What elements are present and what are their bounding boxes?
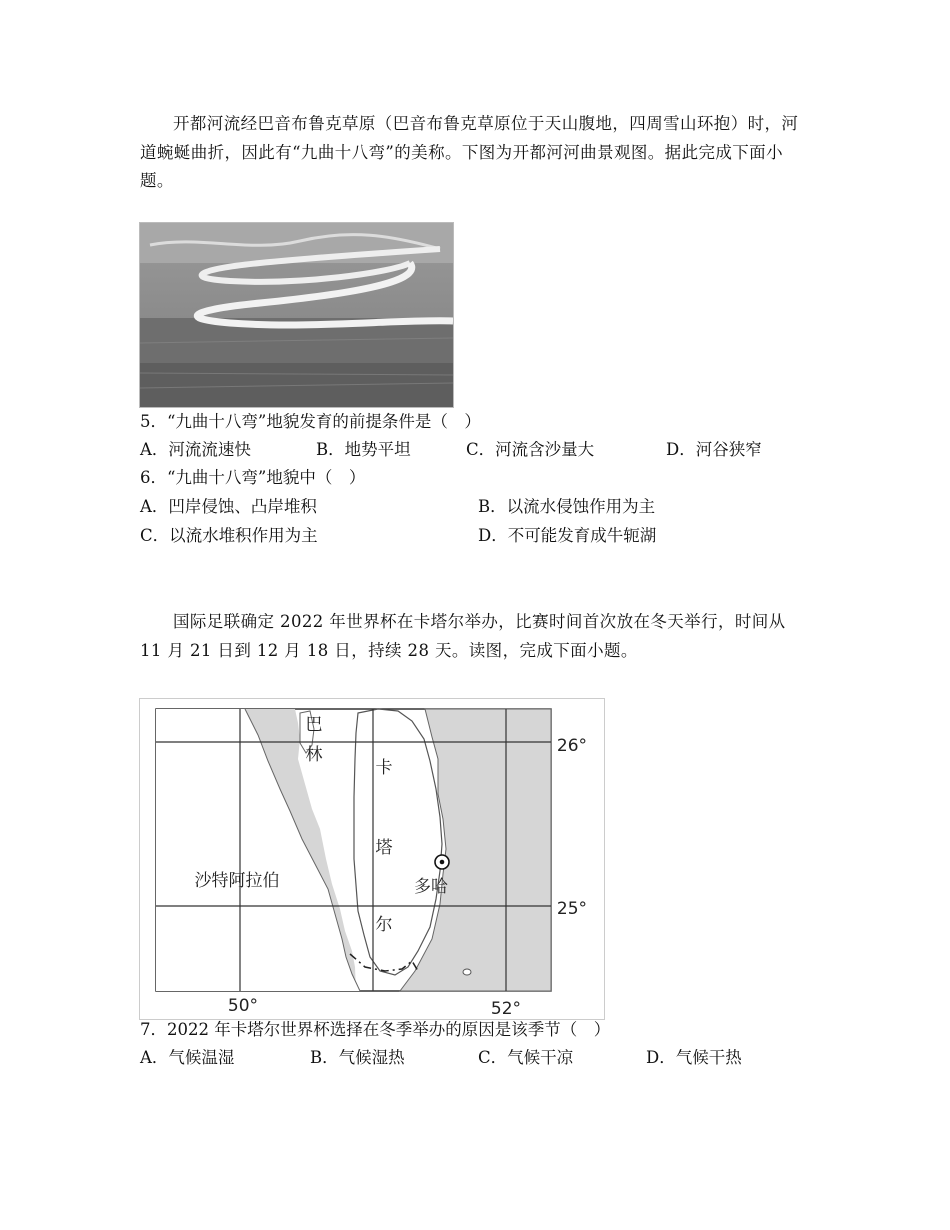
label-lat-26: 26° — [556, 736, 588, 756]
question-6: 6．“九曲十八弯”地貌中（ ） — [140, 468, 366, 487]
question-7: 7．2022 年卡塔尔世界杯选择在冬季举办的原因是该季节（ ） — [140, 1020, 611, 1039]
q6-option-b[interactable]: B．以流水侵蚀作用为主 — [478, 497, 656, 516]
question-5: 5．“九曲十八弯”地貌发育的前提条件是（ ） — [140, 412, 481, 431]
question-7-options — [140, 1044, 820, 1072]
passage-kaidu-river: 开都河流经巴音布鲁克草原（巴音布鲁克草原位于天山腹地，四周雪山环抱）时，河道蜿蜒曲折，因此有“九曲十八弯”的美称。下图为开都河河曲景观图。据此完成下面小题。 — [140, 114, 799, 190]
label-qatar-2: 塔 — [375, 838, 393, 858]
river-meander-photo — [139, 222, 454, 408]
label-qatar-3: 尔 — [375, 915, 393, 935]
question-5-options — [140, 436, 820, 464]
qatar-map — [139, 698, 605, 1020]
label-bahrain-2: 林 — [305, 745, 323, 765]
q5-option-b[interactable]: B．地势平坦 — [316, 440, 411, 459]
q6-option-c[interactable]: C．以流水堆积作用为主 — [140, 526, 318, 545]
label-saudi-arabia: 沙特阿拉伯 — [194, 871, 280, 891]
passage-world-cup: 国际足联确定 2022 年世界杯在卡塔尔举办，比赛时间首次放在冬天举行，时间从 11 月 21 日到 12 月 18 日，持续 28 天。读图，完成下面小题。 — [140, 612, 786, 660]
label-lon-52: 52° — [490, 999, 522, 1019]
label-lon-50: 50° — [227, 996, 259, 1016]
label-qatar-1: 卡 — [375, 758, 393, 778]
q5-option-d[interactable]: D．河谷狭窄 — [666, 440, 762, 459]
q7-option-b[interactable]: B．气候湿热 — [310, 1048, 405, 1067]
q6-option-a[interactable]: A．凹岸侵蚀、凸岸堆积 — [140, 497, 317, 516]
q7-option-c[interactable]: C．气候干凉 — [478, 1048, 574, 1067]
label-lat-25: 25° — [556, 899, 588, 919]
q5-option-c[interactable]: C．河流含沙量大 — [466, 440, 595, 459]
label-bahrain-1: 巴 — [305, 715, 323, 735]
q7-option-d[interactable]: D．气候干热 — [646, 1048, 742, 1067]
label-doha: 多哈 — [414, 877, 448, 897]
question-6-options — [140, 492, 820, 550]
q7-option-a[interactable]: A．气候温湿 — [140, 1048, 235, 1067]
q5-option-a[interactable]: A．河流流速快 — [140, 440, 251, 459]
q6-option-d[interactable]: D．不可能发育成牛轭湖 — [478, 526, 657, 545]
river-meander-illustration — [140, 223, 453, 407]
